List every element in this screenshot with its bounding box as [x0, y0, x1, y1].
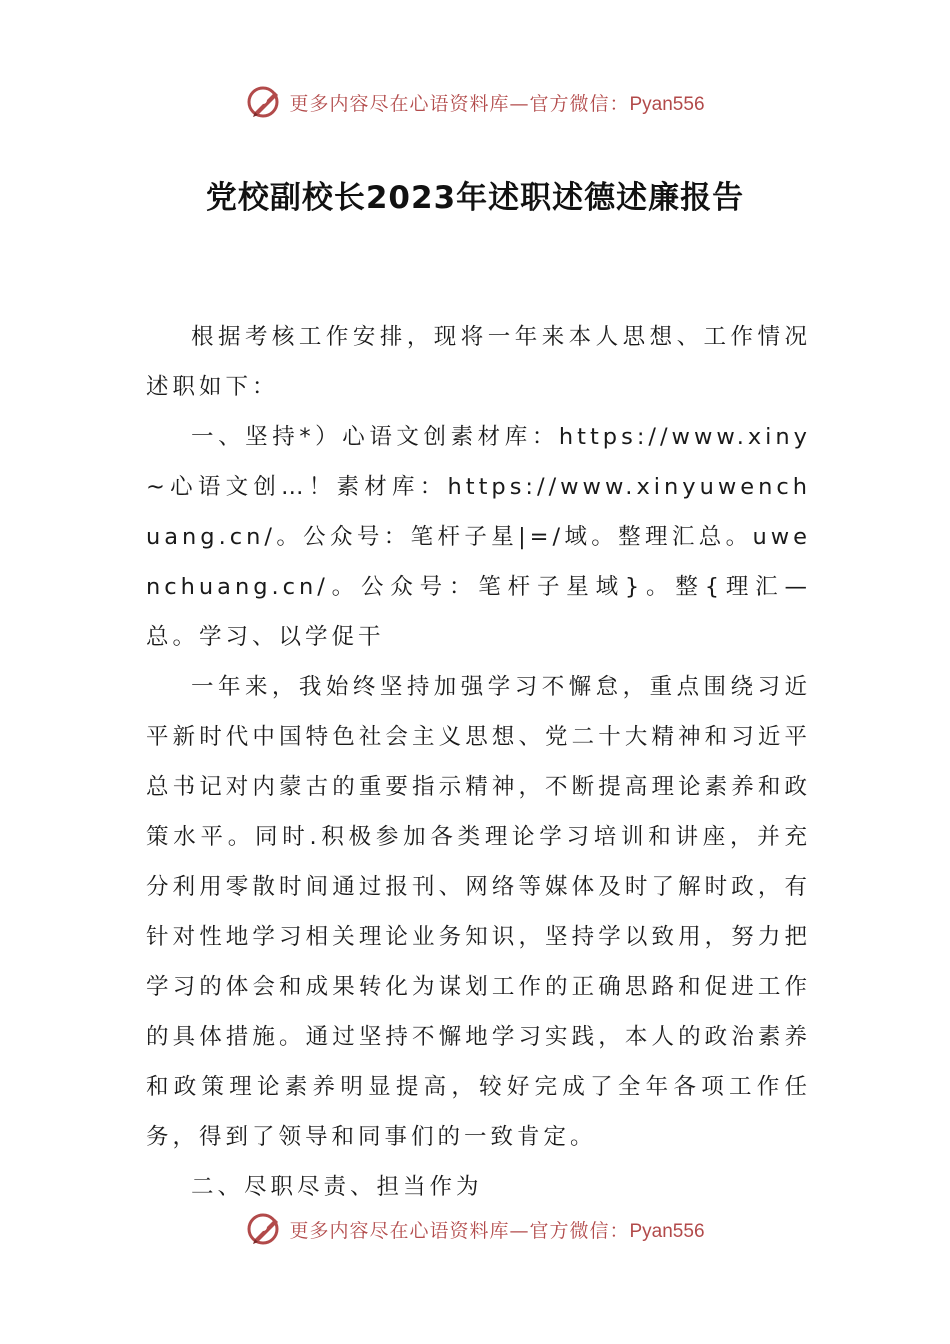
banner-label: 更多内容尽在心语资料库—官方微信：: [289, 92, 630, 115]
paragraph: 根据考核工作安排，现将一年来本人思想、工作情况述职如下：: [146, 324, 811, 400]
banner-wechat-id: Pyan556: [629, 1220, 705, 1242]
banner-text: [289, 1216, 704, 1243]
banner-text: [289, 89, 704, 116]
section-heading: 二、尽职尽责、担当作为: [191, 1174, 483, 1200]
footer-banner: [0, 1207, 950, 1251]
document-title: 党校副校长2023年述职述德述廉报告: [205, 180, 745, 216]
document-body: [146, 312, 811, 1212]
header-banner: [0, 80, 950, 124]
paragraph: 一年来，我始终坚持加强学习不懈怠，重点围绕习近平新时代中国特色社会主义思想、党二十大精神和习近平总书记对内蒙古的重要指示精神，不断提高理论素养和政策水平。同时.积极参加各类理论学习培训和讲座，并充分利用零散时间通过报刊、网络等媒体及时了解时政，有针对性地学习相关理论业务知识，坚持学以致用，努力把学习的体会和成果转化为谋划工作的正确思路和促进工作的具体措施。通过坚持不懈地学习实践，本人的政治素养和政策理论素养明显提高，较好完成了全年各项工作任务，得到了领导和同事们的一致肯定。: [146, 674, 811, 1150]
pen-logo-icon: [245, 82, 285, 122]
banner-wechat-id: Pyan556: [629, 93, 705, 115]
paragraph: 一、坚持*）心语文创素材库：https://www.xiny~心语文创…！素材库：https://www.xinyuwenchuang.cn/。公众号：笔杆子星|=/域。整理汇总。uwenchuang.cn/。公众号：笔杆子星域}。整{理汇—总。学习、以学促干: [146, 424, 811, 650]
banner-label: 更多内容尽在心语资料库—官方微信：: [289, 1219, 630, 1242]
pen-logo-icon: [245, 1209, 285, 1249]
